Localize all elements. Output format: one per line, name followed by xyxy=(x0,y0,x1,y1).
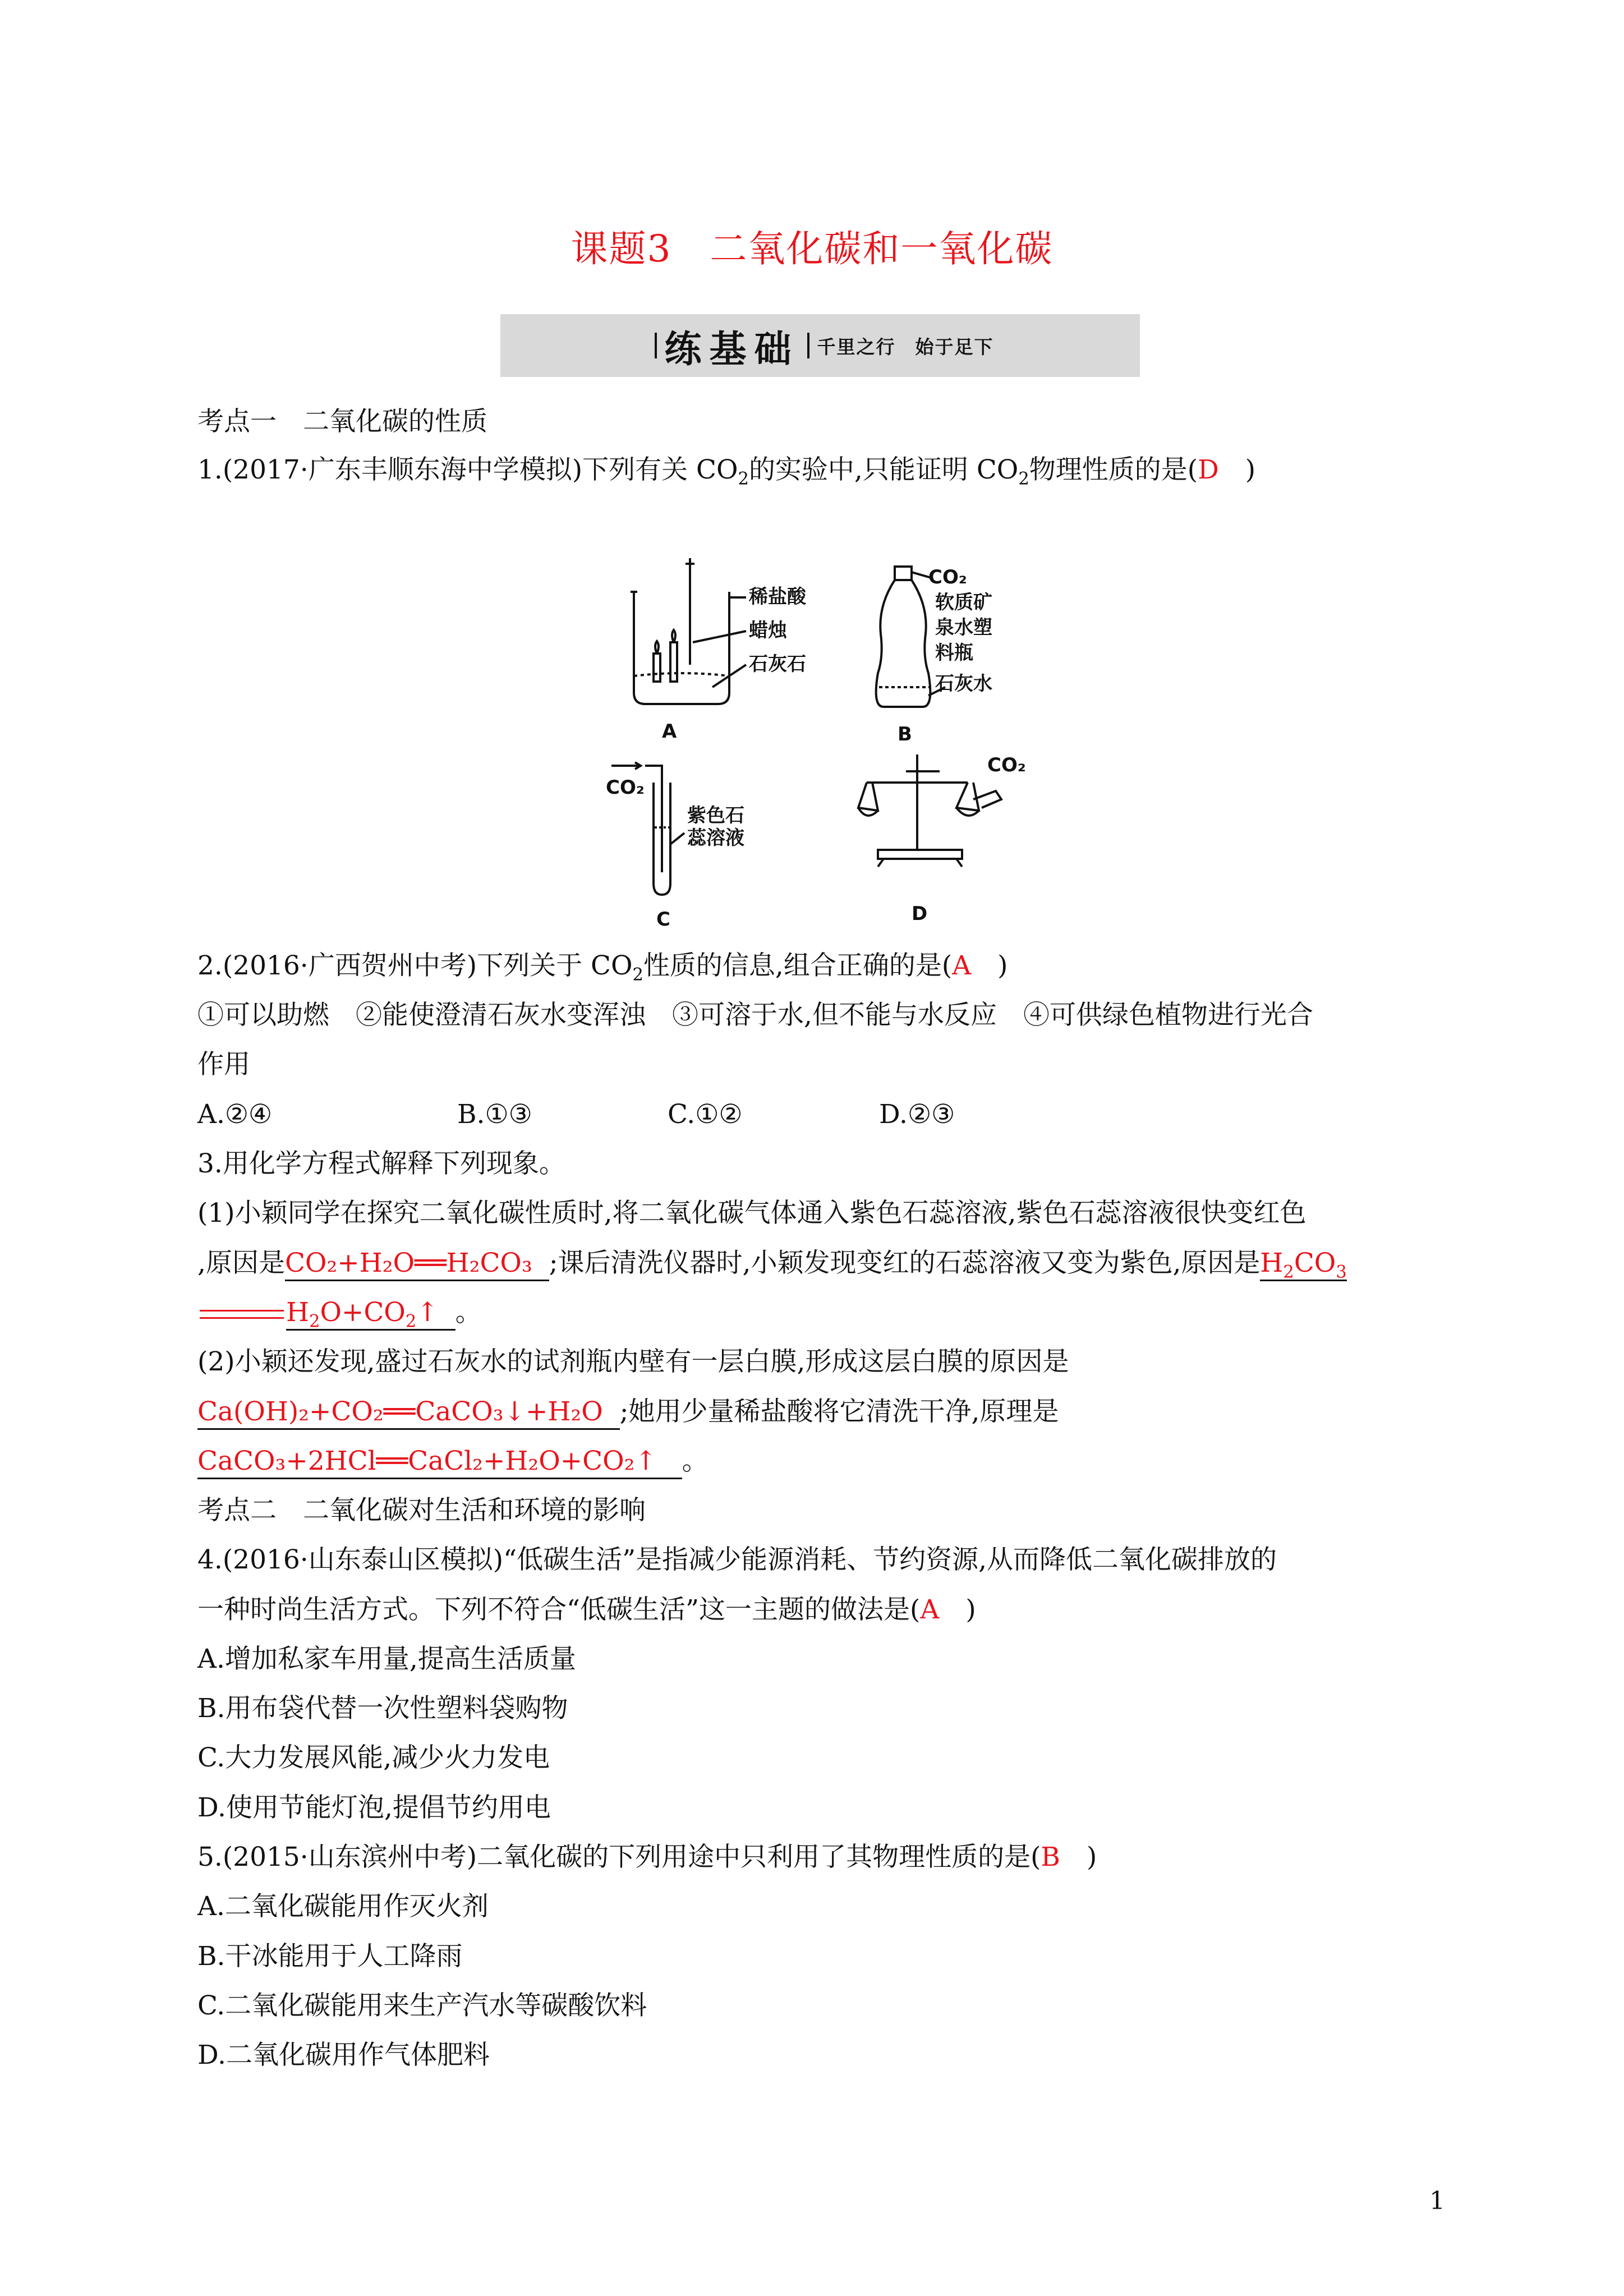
q5-option-b: B.干冰能用于人工降雨 xyxy=(197,1941,463,1972)
fig-a-label-limestone: 石灰石 xyxy=(749,653,806,675)
q1-answer: D xyxy=(1198,454,1219,485)
question-1: 1.(2017·广东丰顺东海中学模拟)下列有关 $CO_2$的实验中,只能证明 $CO_2$物理性质的是(D ) xyxy=(197,454,1256,489)
q3-p1-b: ;课后清洗仪器时,小颖发现变红的石蕊溶液又变为紫色,原因是 xyxy=(549,1248,1260,1278)
q4-answer: A xyxy=(920,1594,940,1625)
q2-option-b: B.①③ xyxy=(457,1099,532,1130)
q5-stem: 5.(2015·山东滨州中考)二氧化碳的下列用途中只利用了其物理性质的是( xyxy=(197,1842,1041,1872)
q3-eq1: CO₂+H₂O══H₂CO₃ xyxy=(285,1248,532,1281)
q3-eq4: CaCO₃+2HCl══CaCl₂+H₂O+CO₂↑ xyxy=(197,1446,657,1479)
page-title: 课题3 二氧化碳和一氧化碳 xyxy=(571,227,1053,270)
section-banner xyxy=(500,314,1140,377)
q5-option-d: D.二氧化碳用作气体肥料 xyxy=(197,2040,490,2070)
q4-option-a: A.增加私家车用量,提高生活质量 xyxy=(197,1644,576,1674)
fig-b-label-bottle3: 料瓶 xyxy=(935,642,973,664)
banner-sub-text: 千里之行 始于足下 xyxy=(817,335,994,358)
q1-stem-a: 1.(2017·广东丰顺东海中学模拟)下列有关 CO xyxy=(197,454,738,485)
figure-d xyxy=(855,749,1069,936)
q2-option-c: C.①② xyxy=(668,1099,743,1130)
q2-close: ) xyxy=(971,950,1008,981)
q3-eq2-products: $H_2O+CO_2↑$ xyxy=(286,1297,439,1332)
fig-a-label-acid: 稀盐酸 xyxy=(749,586,806,608)
fig-d-label-co2: CO₂ xyxy=(987,754,1026,776)
figure-c xyxy=(600,760,785,936)
q2-stem-a: 2.(2016·广西贺州中考)下列关于 CO xyxy=(197,950,633,981)
q1-stem-c: 物理性质的是( xyxy=(1029,454,1198,485)
figure-a xyxy=(623,558,825,751)
figure-b xyxy=(872,567,1041,754)
q3-part2-line3 xyxy=(197,1444,709,1478)
q2-items-line2: 作用 xyxy=(197,1049,250,1080)
q4-close: ) xyxy=(939,1594,976,1625)
fig-c-label-co2: CO₂ xyxy=(606,776,645,799)
fig-b-label-limewater: 石灰水 xyxy=(935,673,992,695)
banner-divider xyxy=(807,333,809,358)
q1-close: ) xyxy=(1218,454,1256,485)
q3-part1-line3 xyxy=(197,1296,482,1338)
q3-p2-end: 。 xyxy=(682,1446,709,1476)
page-number: 1 xyxy=(1429,2187,1445,2215)
q2-option-d: D.②③ xyxy=(879,1099,955,1130)
q3-p1-end: 。 xyxy=(455,1297,482,1328)
q4-option-c: C.大力发展风能,减少火力发电 xyxy=(197,1742,550,1773)
fig-a-letter: A xyxy=(662,720,677,743)
question-4-line2 xyxy=(197,1593,976,1627)
q4-stem: 一种时尚生活方式。下列不符合“低碳生活”这一主题的做法是( xyxy=(197,1594,921,1625)
q3-eq3: Ca(OH)₂+CO₂══CaCO₃↓+H₂O xyxy=(197,1396,603,1430)
fig-c-label-litmus1: 紫色石 xyxy=(687,804,744,827)
fig-d-letter: D xyxy=(912,903,928,925)
fig-b-label-bottle2: 泉水塑 xyxy=(935,616,992,639)
q5-close: ) xyxy=(1060,1842,1097,1872)
question-2: 2.(2016·广西贺州中考)下列关于 $CO_2$性质的信息,组合正确的是(A ) xyxy=(197,950,1008,985)
fig-b-label-co2: CO₂ xyxy=(928,566,967,588)
banner-divider xyxy=(655,333,657,358)
q3-part1-line2 xyxy=(197,1246,1347,1289)
q3-p1-a: ,原因是 xyxy=(197,1248,285,1278)
q3-p2-b: ;她用少量稀盐酸将它清洗干净,原理是 xyxy=(619,1396,1059,1427)
q5-option-c: C.二氧化碳能用来生产汽水等碳酸饮料 xyxy=(197,1990,647,2021)
q3-eq2-start: $H_2CO_3$ xyxy=(1260,1248,1347,1282)
q2-stem-b: 性质的信息,组合正确的是( xyxy=(643,950,953,981)
fig-c-letter: C xyxy=(656,908,670,931)
fig-b-letter: B xyxy=(898,723,912,746)
q2-option-a: A.②④ xyxy=(197,1099,273,1130)
q5-answer: B xyxy=(1041,1842,1060,1872)
q2-answer: A xyxy=(952,950,972,981)
question-3: 3.用化学方程式解释下列现象。 xyxy=(197,1148,565,1179)
q2-items-line1: ①可以助燃 ②能使澄清石灰水变浑浊 ③可溶于水,但不能与水反应 ④可供绿色植物进行光合 xyxy=(197,1000,1313,1030)
q3-eq2-equals xyxy=(200,1310,284,1319)
section-heading-1: 考点一 二氧化碳的性质 xyxy=(197,406,487,437)
section-heading-2: 考点二 二氧化碳对生活和环境的影响 xyxy=(197,1495,646,1526)
question-4-line1: 4.(2016·山东泰山区模拟)“低碳生活”是指减少能源消耗、节约资源,从而降低二氧化碳排放的 xyxy=(197,1544,1277,1575)
q1-stem-b: 的实验中,只能证明 CO xyxy=(748,454,1019,485)
question-5 xyxy=(197,1841,1097,1874)
q5-option-a: A.二氧化碳能用作灭火剂 xyxy=(197,1891,489,1922)
banner-main-text: 练基础 xyxy=(664,327,799,371)
fig-c-label-litmus2: 蕊溶液 xyxy=(687,827,744,849)
q4-option-d: D.使用节能灯泡,提倡节约用电 xyxy=(197,1792,551,1823)
q3-part2-line1: (2)小颖还发现,盛过石灰水的试剂瓶内壁有一层白膜,形成这层白膜的原因是 xyxy=(197,1346,1069,1377)
fig-a-label-candle: 蜡烛 xyxy=(749,619,787,642)
q3-part1-line1: (1)小颖同学在探究二氧化碳性质时,将二氧化碳气体通入紫色石蕊溶液,紫色石蕊溶液很快变红色 xyxy=(197,1198,1306,1228)
q3-part2-line2 xyxy=(197,1395,1059,1429)
q4-option-b: B.用布袋代替一次性塑料袋购物 xyxy=(197,1693,568,1724)
fig-b-label-bottle1: 软质矿 xyxy=(935,591,992,614)
